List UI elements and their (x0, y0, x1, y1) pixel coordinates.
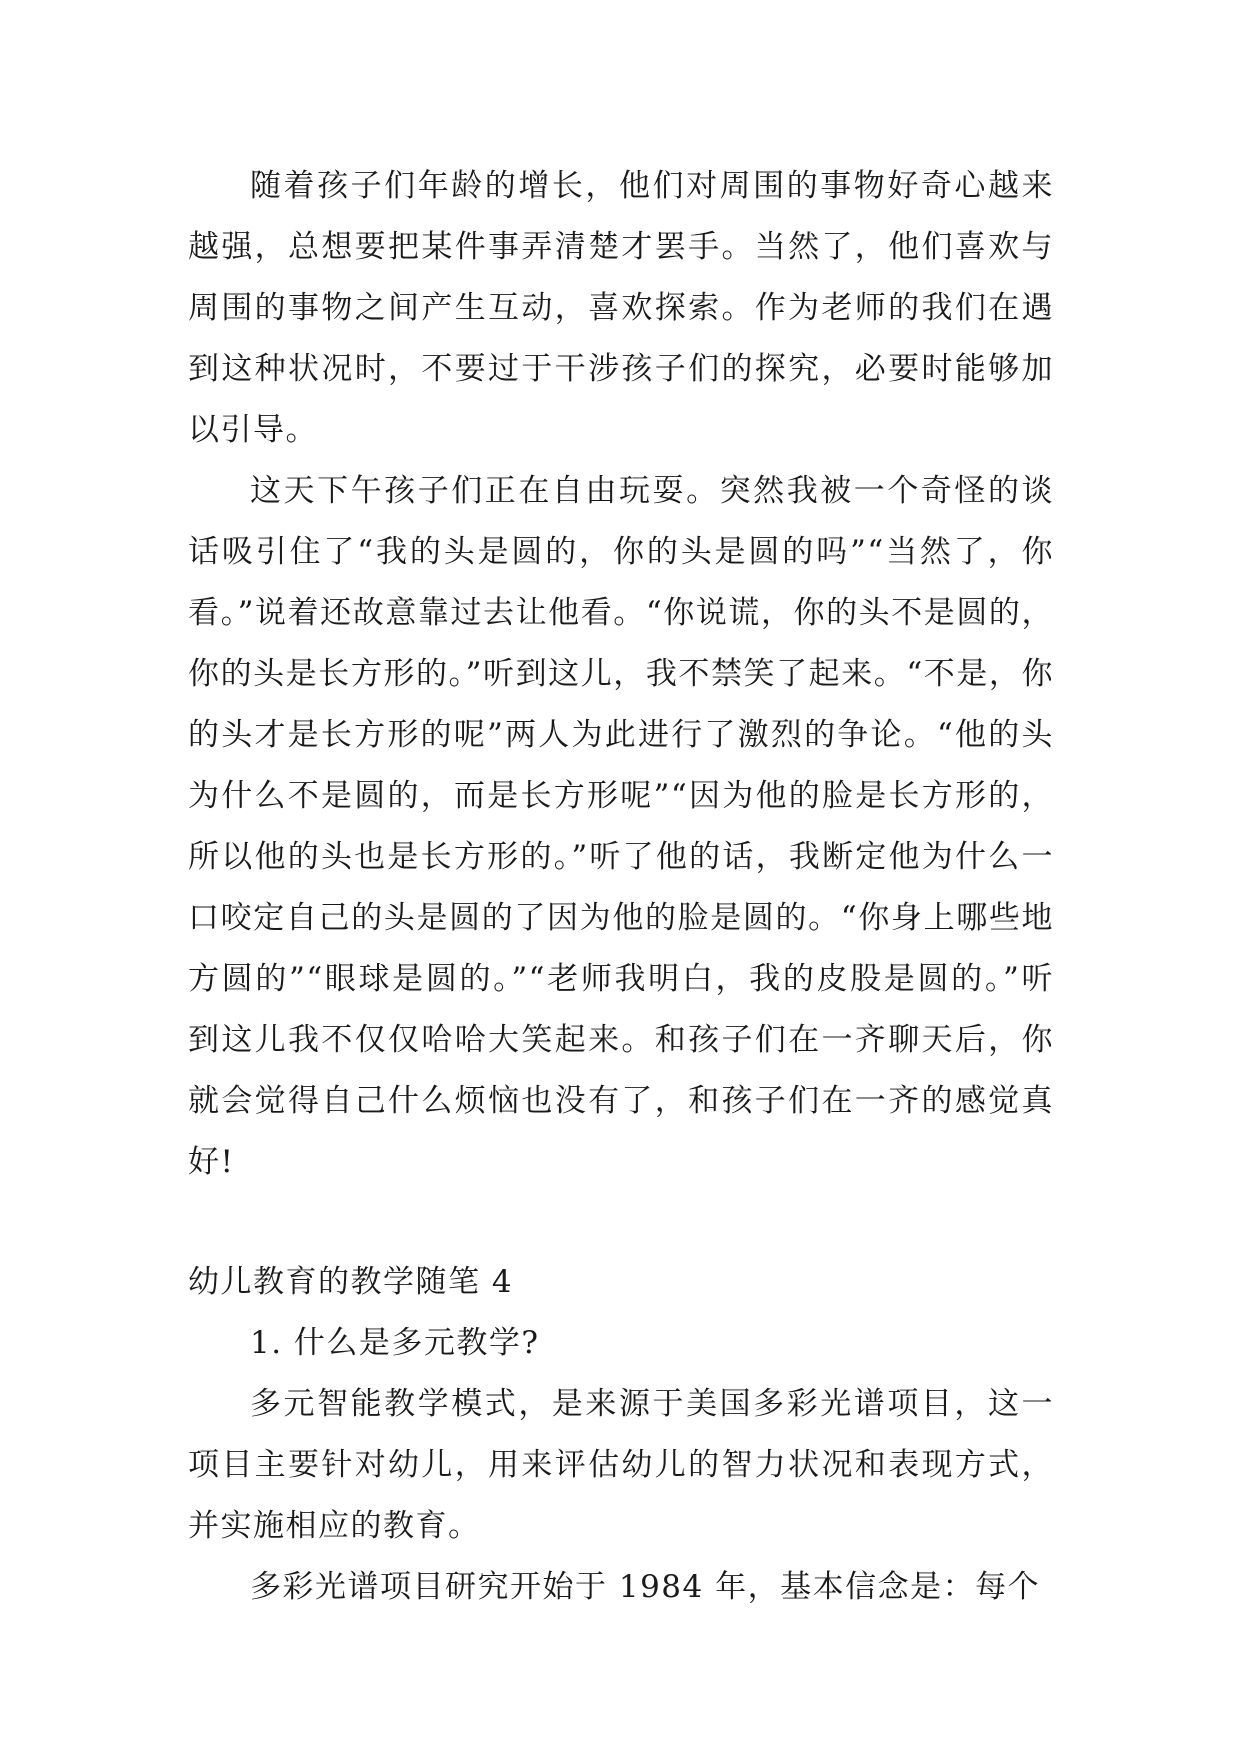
document-body (188, 156, 1054, 1618)
section-title: 幼儿教育的教学随笔 4 (188, 1264, 514, 1300)
numbered-heading: 1. 什么是多元教学? (250, 1325, 540, 1361)
paragraph-conversation: 这天下午孩子们正在自由玩耍。突然我被一个奇怪的谈话吸引住了“我的头是圆的，你的头是圆的吗”“当然了，你看。”说着还故意靠过去让他看。“你说谎，你的头不是圆的，你的头是长方形的。”听到这儿，我不禁笑了起来。“不是，你的头才是长方形的呢”两人为此进行了激烈的争论。“他的头为什么不是圆的，而是长方形呢”“因为他的脸是长方形的，所以他的头也是长方形的。”听了他的话，我断定他为什么一口咬定自己的头是圆的了因为他的脸是圆的。“你身上哪些地方圆的”“眼球是圆的。”“老师我明白，我的皮股是圆的。”听到这儿我不仅仅哈哈大笑起来。和孩子们在一齐聊天后，你就会觉得自己什么烦恼也没有了，和孩子们在一齐的感觉真好! (188, 473, 1054, 1180)
paragraph-spectrum-project: 多彩光谱项目研究开始于 1984 年，基本信念是：每个 (250, 1569, 1041, 1605)
paragraph-curiosity: 随着孩子们年龄的增长，他们对周围的事物好奇心越来越强，总想要把某件事弄清楚才罢手。当然了，他们喜欢与周围的事物之间产生互动，喜欢探索。作为老师的我们在遇到这种状况时，不要过于干涉孩子们的探究，必要时能够加以引导。 (188, 168, 1054, 448)
paragraph-multiple-intelligence: 多元智能教学模式，是来源于美国多彩光谱项目，这一项目主要针对幼儿，用来评估幼儿的智力状况和表现方式，并实施相应的教育。 (188, 1386, 1054, 1544)
